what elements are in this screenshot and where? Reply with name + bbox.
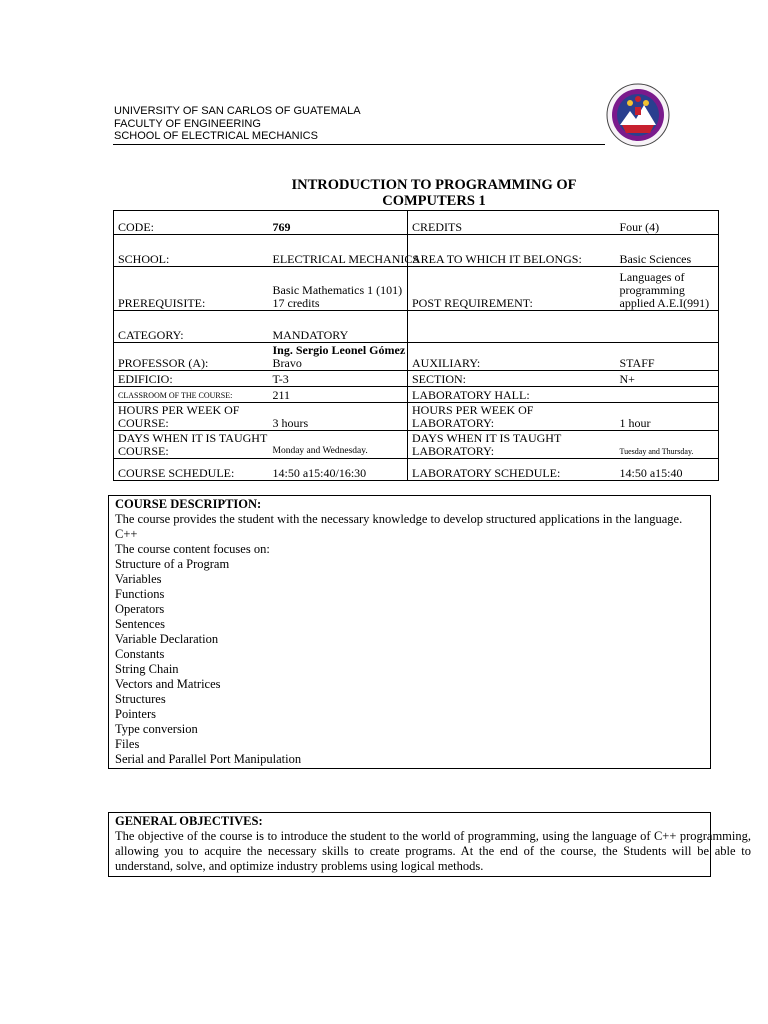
course-description-language: C++ [115, 527, 138, 541]
table-row [114, 403, 719, 431]
course-description-text: The course provides the student with the necessary knowledge to develop structured applications in the language. [115, 512, 683, 526]
lab-days-label [408, 431, 616, 459]
post-requirement-line: programming [619, 283, 685, 297]
list-item: Structures [115, 692, 166, 706]
course-days-label-line: DAYS WHEN IT IS TAUGHT [118, 431, 268, 445]
lab-days-label-line: DAYS WHEN IT IS TAUGHT [412, 431, 562, 445]
section-label: SECTION: [408, 371, 616, 387]
prerequisite-label: PREREQUISITE: [114, 267, 269, 311]
lab-hours-value: 1 hour [616, 403, 719, 431]
building-label: EDIFICIO: [114, 371, 269, 387]
institution-header [114, 105, 361, 143]
professor-name: Ing. Sergio Leonel Gómez [272, 343, 406, 357]
list-item: Structure of a Program [115, 557, 230, 571]
general-objectives-text: The objective of the course is to introduce the student to the world of programming, using the language of C++ programming, allowing you to acquire the necessary skills to create programs. At the end of the course, the Students will be able to understand, solve, and optimize industry problems using logical methods. [115, 829, 751, 873]
professor-surname: Bravo [272, 356, 302, 370]
lab-schedule-value: 14:50 a15:40 [616, 459, 719, 481]
area-value: Basic Sciences [616, 235, 719, 267]
list-item: Operators [115, 602, 165, 616]
list-item: Vectors and Matrices [115, 677, 221, 691]
course-schedule-value: 14:50 a15:40/16:30 [269, 459, 408, 481]
course-hours-label [114, 403, 269, 431]
header-divider [113, 144, 605, 145]
table-row [114, 387, 719, 403]
list-item: Variables [115, 572, 162, 586]
course-content-intro: The course content focuses on: [115, 542, 270, 556]
course-title-line-1: INTRODUCTION TO PROGRAMMING OF [291, 177, 577, 193]
course-info-table [113, 210, 719, 481]
prerequisite-value [269, 267, 408, 311]
list-item: Functions [115, 587, 165, 601]
list-item: Files [115, 737, 140, 751]
school-label: SCHOOL: [114, 235, 269, 267]
topic-list [115, 557, 755, 767]
empty-cell [408, 311, 616, 343]
area-label: AREA TO WHICH IT BELONGS: [408, 235, 616, 267]
post-requirement-line: applied A.E.I(991) [619, 296, 710, 310]
prerequisite-course: Basic Mathematics 1 (101) [272, 283, 403, 297]
course-title-line-2: COMPUTERS 1 [382, 193, 486, 209]
lab-hours-label [408, 403, 616, 431]
category-value: MANDATORY [269, 311, 408, 343]
table-row [114, 267, 719, 311]
table-row [114, 235, 719, 267]
course-days-label [114, 431, 269, 459]
course-days-label-line: COURSE: [118, 444, 169, 458]
university-seal-icon [606, 83, 670, 147]
table-row [114, 459, 719, 481]
lab-hours-label-line: HOURS PER WEEK OF [412, 403, 534, 417]
table-row [114, 311, 719, 343]
list-item: Variable Declaration [115, 632, 219, 646]
laboratory-hall-label: LABORATORY HALL: [408, 387, 616, 403]
building-value: T-3 [269, 371, 408, 387]
professor-label: PROFESSOR (A): [114, 343, 269, 371]
table-row [114, 371, 719, 387]
code-value: 769 [269, 211, 408, 235]
prerequisite-credits: 17 credits [272, 296, 320, 310]
lab-days-label-line: LABORATORY: [412, 444, 495, 458]
course-description-box [108, 495, 711, 769]
course-hours-label-line: HOURS PER WEEK OF [118, 403, 240, 417]
professor-value [269, 343, 408, 371]
section-value: N+ [616, 371, 719, 387]
general-objectives-box [108, 812, 751, 877]
classroom-label: CLASSROOM OF THE COURSE: [114, 387, 269, 403]
school-value: ELECTRICAL MECHANICS [269, 235, 408, 267]
credits-value: Four (4) [616, 211, 719, 235]
post-requirement-line: Languages of [619, 270, 685, 284]
university-name: UNIVERSITY OF SAN CARLOS OF GUATEMALA [114, 105, 361, 117]
course-hours-label-line: COURSE: [118, 416, 169, 430]
lab-days-value: Tuesday and Thursday. [616, 431, 719, 459]
list-item: String Chain [115, 662, 179, 676]
list-item: Type conversion [115, 722, 198, 736]
laboratory-hall-value [616, 387, 719, 403]
table-row [114, 343, 719, 371]
table-row [114, 431, 719, 459]
faculty-name: FACULTY OF ENGINEERING [114, 117, 261, 130]
list-item: Pointers [115, 707, 156, 721]
course-title [250, 177, 618, 209]
table-row [114, 211, 719, 235]
credits-label: CREDITS [408, 211, 616, 235]
course-days-value: Monday and Wednesday. [269, 431, 408, 459]
empty-cell [616, 311, 719, 343]
lab-schedule-label: LABORATORY SCHEDULE: [408, 459, 616, 481]
school-name: SCHOOL OF ELECTRICAL MECHANICS [114, 130, 318, 142]
list-item: Constants [115, 647, 165, 661]
list-item: Sentences [115, 617, 165, 631]
course-description-heading: COURSE DESCRIPTION: [115, 497, 262, 511]
list-item: Serial and Parallel Port Manipulation [115, 752, 302, 766]
post-requirement-label: POST REQUIREMENT: [408, 267, 616, 311]
course-schedule-label: COURSE SCHEDULE: [114, 459, 269, 481]
auxiliary-label: AUXILIARY: [408, 343, 616, 371]
auxiliary-value: STAFF [616, 343, 719, 371]
general-objectives-heading: GENERAL OBJECTIVES: [115, 814, 263, 828]
course-hours-value: 3 hours [269, 403, 408, 431]
lab-hours-label-line: LABORATORY: [412, 416, 495, 430]
category-label: CATEGORY: [114, 311, 269, 343]
code-label: CODE: [114, 211, 269, 235]
post-requirement-value [616, 267, 719, 311]
classroom-value: 211 [269, 387, 408, 403]
